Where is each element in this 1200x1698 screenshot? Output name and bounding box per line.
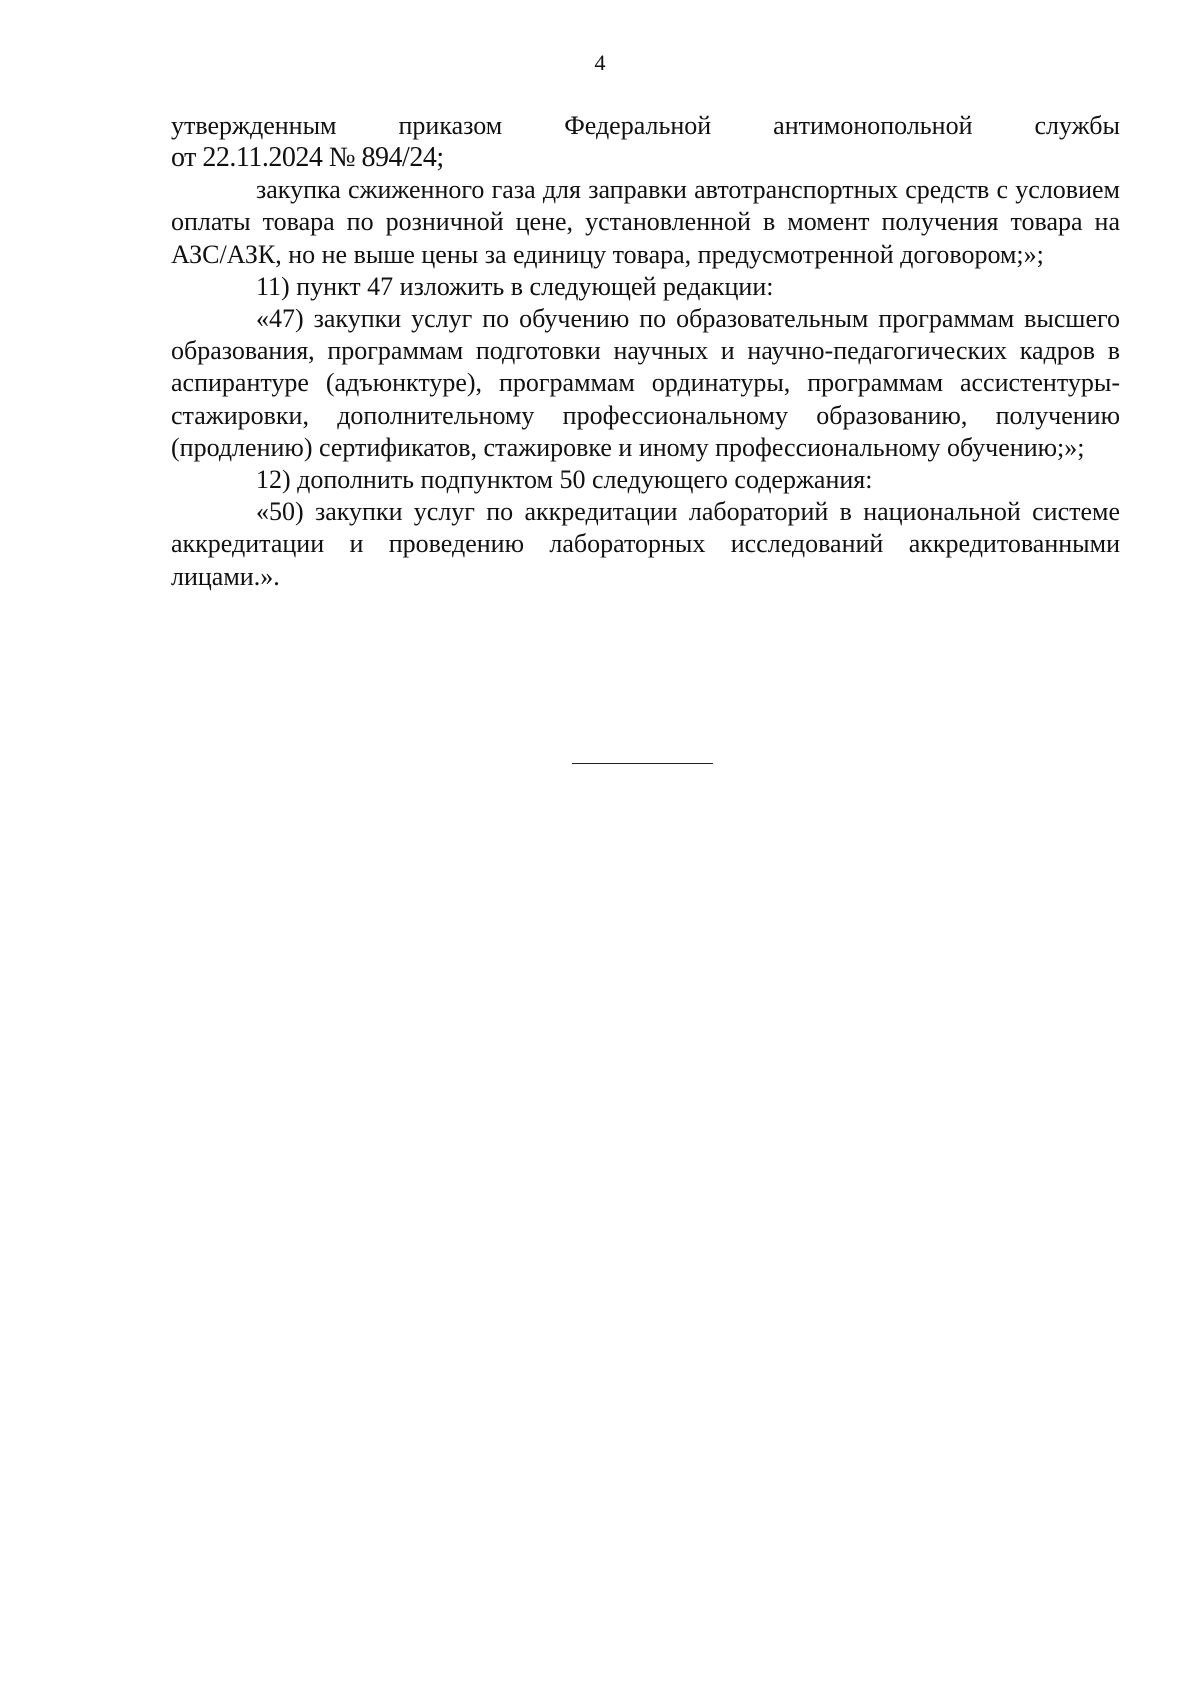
end-of-document-rule	[572, 763, 713, 764]
paragraph-liquefied-gas-purchase: закупка сжиженного газа для заправки автотранспортных средств с условием оплаты товара по розничной цене, установленной в момент получения товара на АЗС/АЗК, но не выше цены за единицу товара, предусмотренной договором;»;	[171, 175, 1120, 269]
paragraph-clause-47: «47) закупки услуг по обучению по образовательным программам высшего образования, программам подготовки научных и научно-педагогических кадров в аспирантуре (адъюнктуре), программам ординатуры, программам ассистентуры-стажировки, дополнительному профессиональному образованию, получению (продлению) сертификатов, стажировке и иному профессиональному обучению;»;	[171, 304, 1120, 462]
document-body	[171, 110, 1120, 593]
paragraph-clause-50: «50) закупки услуг по аккредитации лабораторий в национальной системе аккредитации и проведению лабораторных исследований аккредитованными лицами.».	[171, 497, 1120, 591]
page-number: 4	[594, 50, 606, 75]
paragraph-item-11: 11) пункт 47 изложить в следующей редакции:	[256, 271, 774, 301]
paragraph-order-reference-line1: утвержденным приказом Федеральной антимонопольной службы	[171, 111, 1120, 140]
paragraph-item-12: 12) дополнить подпунктом 50 следующего содержания:	[256, 465, 873, 495]
paragraph-order-reference-line2: от 22.11.2024 № 894/24;	[171, 142, 444, 174]
